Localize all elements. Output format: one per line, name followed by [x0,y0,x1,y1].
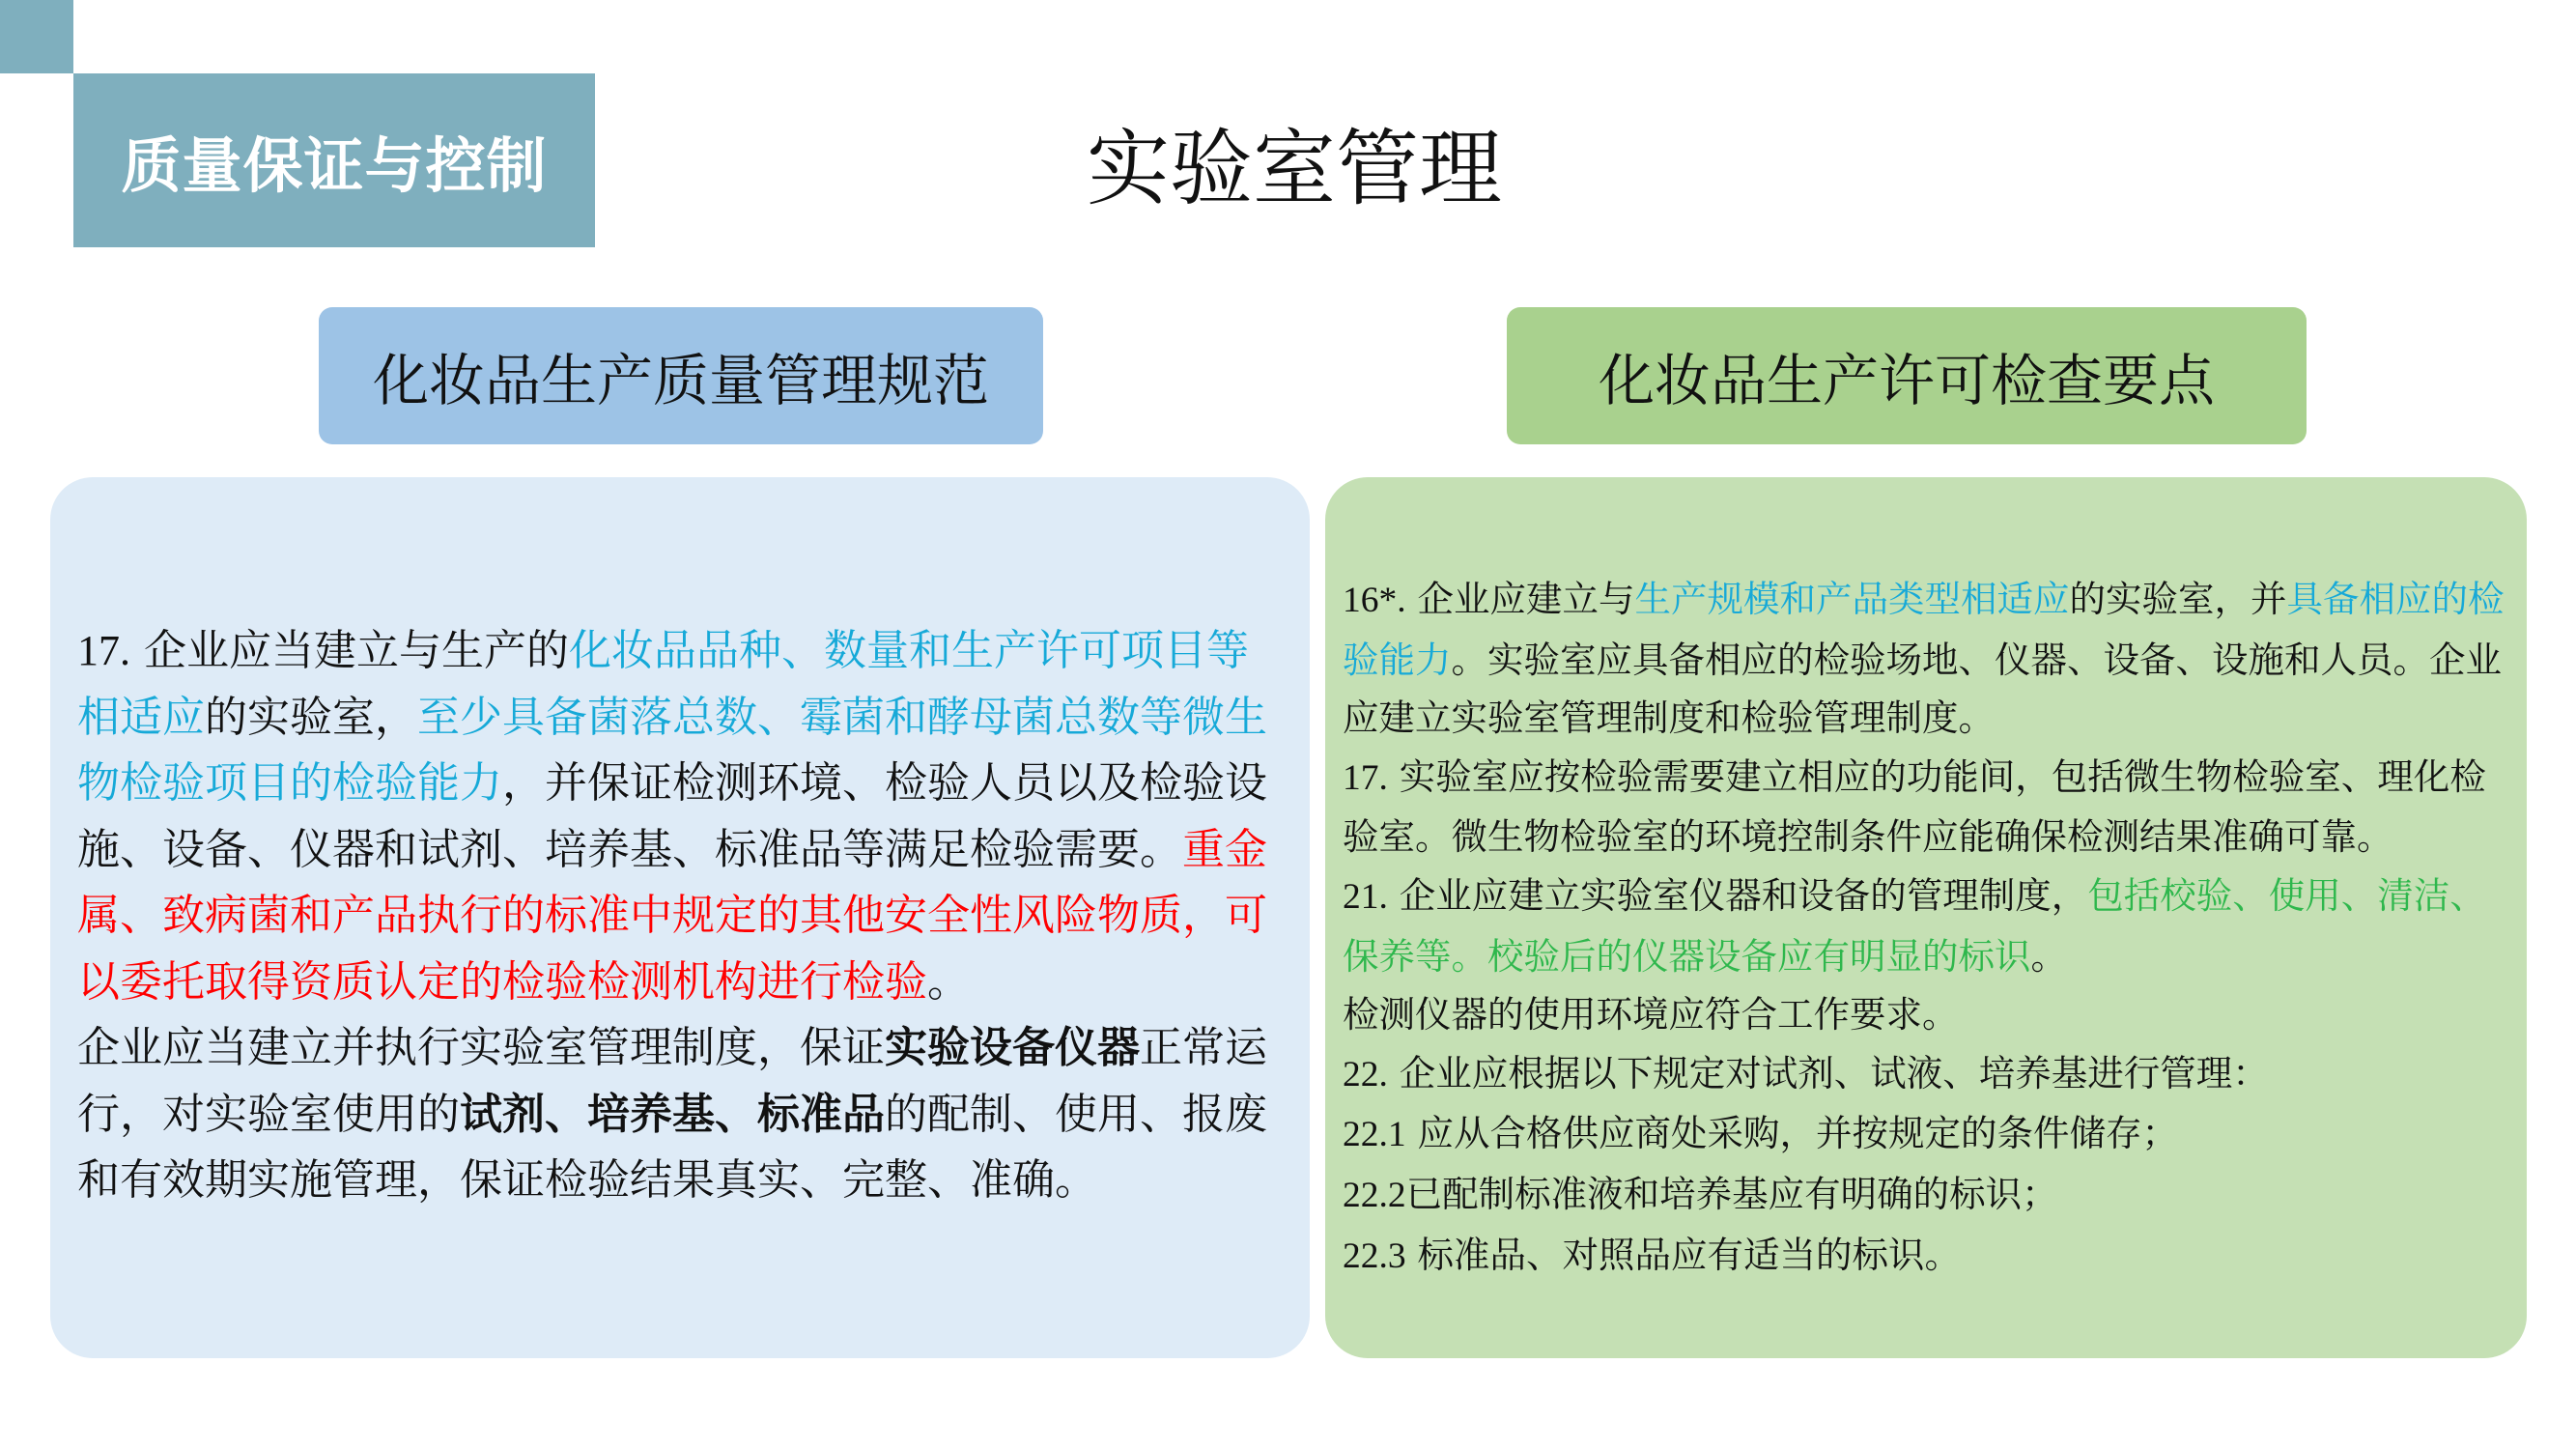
text-run: 企业应当建立并执行实验室管理制度，保证 [77,1023,885,1072]
section-tag-label: 质量保证与控制 [121,129,548,201]
highlight-blue: 生产规模和产品类型相适应 [1634,578,2070,620]
text-run: 企业应当建立与生产的 [130,626,569,675]
right-item-22 [1343,1044,2507,1105]
text-run: 的配制、使用、报废和有效期实施管理，保证检验结果真实、完整、准确。 [77,1089,1267,1205]
clause-number: 17. [77,627,130,674]
text-run: 已配制标准液和培养基应有明确的标识； [1405,1172,2058,1215]
clause-number: 16*. [1343,581,1406,620]
corner-decoration [0,0,73,73]
text-run: 企业应建立与 [1405,578,1635,620]
text-run: 。实验室应具备相应的检验场地、仪器、设备、设施和人员。企业应建立实验室管理制度和检验管理制度。 [1343,638,2502,740]
left-content-panel [50,477,1310,1358]
clause-number: 21. [1343,876,1388,917]
right-column-header: 化妆品生产许可检查要点 [1507,307,2307,444]
highlight-blue: 具备相应的检验能力 [1343,578,2505,681]
section-tag [73,73,595,247]
text-run: 。 [927,956,970,1007]
right-item-21-note: 检测仪器的使用环境应符合工作要求。 [1343,993,1959,1037]
text-run: 企业应建立实验室仪器和设备的管理制度， [1387,873,2088,917]
text-run: 实验室应按检验需要建立相应的功能间，包括微生物检验室、理化检验室。微生物检验室的环境控制条件应能确保检测结果准确可靠。 [1343,754,2486,859]
text-run: 。 [2030,934,2067,978]
clause-number: 22.2 [1343,1175,1406,1215]
right-item-21 [1343,867,2507,985]
text-run: 企业应根据以下规定对试剂、试液、培养基进行管理： [1387,1051,2269,1094]
text-run: 的实验室， [205,692,417,742]
right-item-22-2 [1343,1165,2507,1226]
text-run: 的实验室，并 [2069,578,2287,620]
highlight-blue: 至少具备菌落总数、霉菌和酵母菌总数等微生物检验项目的检验能力 [77,692,1267,808]
left-column-header: 化妆品生产质量管理规范 [319,307,1043,444]
clause-number: 22. [1343,1054,1388,1094]
left-paragraph-17 [77,618,1283,1015]
text-run: 应从合格供应商处采购，并按规定的条件储存； [1405,1112,2179,1155]
highlight-bold: 实验设备仪器 [885,1023,1140,1072]
clause-number: 22.1 [1343,1115,1406,1155]
highlight-blue: 化妆品品种、数量和生产许可项目等相适应 [77,626,1249,742]
highlight-green: 包括校验、使用、清洁、保养等。校验后的仪器设备应有明显的标识 [1343,873,2486,978]
text-run: 标准品、对照品应有适当的标识。 [1405,1233,1962,1276]
right-item-16 [1343,570,2507,748]
page-title: 实验室管理 [1087,121,1502,217]
text-run: ，并保证检测环境、检验人员以及检验设施、设备、仪器和试剂、培养基、标准品等满足检验需要。 [77,758,1267,874]
text-run: 正常运行，对实验室使用的 [77,1023,1267,1139]
highlight-red: 重金属、致病菌和产品执行的标准中规定的其他安全性风险物质，可以委托取得资质认定的检验检测机构进行检验 [77,824,1267,1007]
clause-number: 17. [1343,757,1388,798]
highlight-bold: 试剂、培养基、标准品 [460,1089,885,1139]
left-paragraph-management [77,1015,1283,1214]
right-content-panel [1325,477,2527,1358]
clause-number: 22.3 [1343,1236,1406,1276]
right-item-22-3 [1343,1226,2507,1287]
right-item-22-1 [1343,1104,2507,1165]
right-item-17 [1343,748,2507,867]
